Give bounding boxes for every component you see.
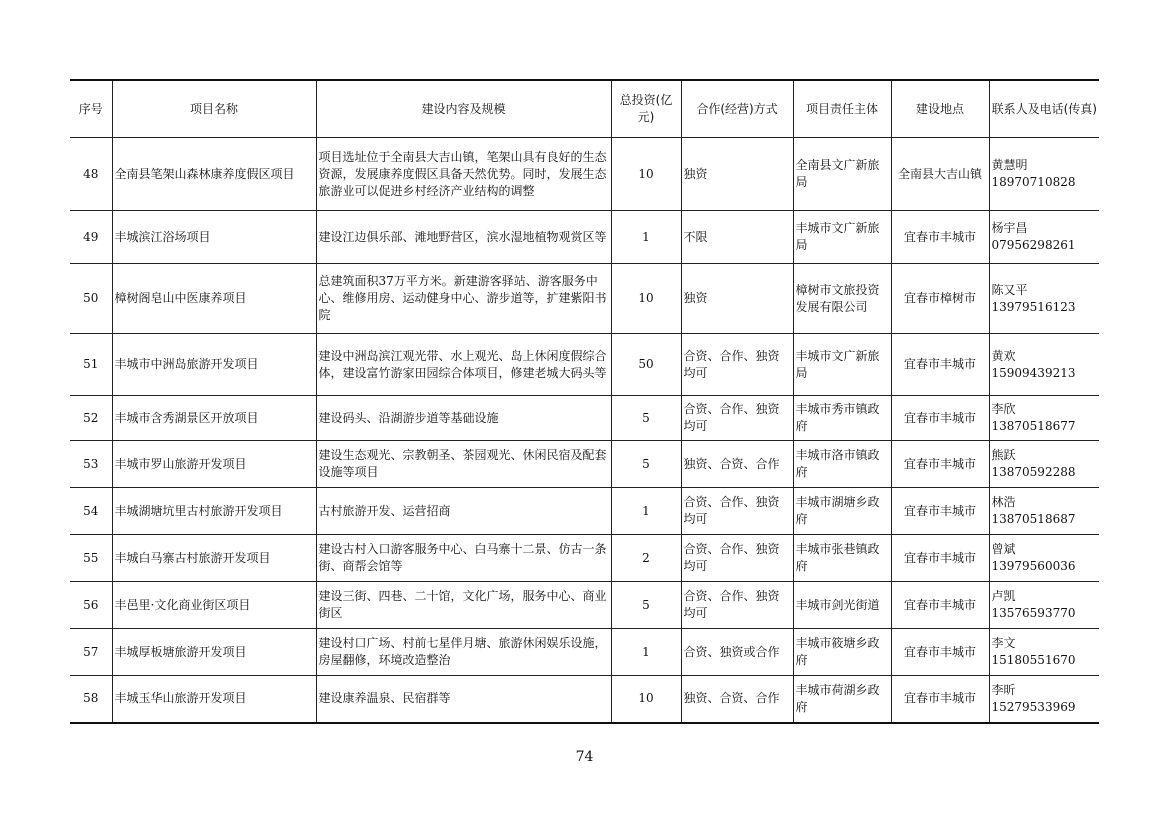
cell-investment: 50 [611, 334, 681, 396]
cell-contact [989, 676, 1099, 723]
contact-name: 熊跃 [991, 448, 1016, 462]
cell-owner: 丰城市筱塘乡政府 [793, 629, 891, 676]
contact-phone: 13870518677 [991, 419, 1076, 433]
cell-mode: 合资、合作、独资均可 [681, 488, 793, 535]
cell-no: 56 [70, 582, 112, 629]
header-contact: 联系人及电话(传真) [989, 80, 1099, 138]
cell-investment: 10 [611, 138, 681, 211]
cell-contact [989, 264, 1099, 334]
contact-name: 李昕 [991, 682, 1016, 697]
cell-mode: 不限 [681, 211, 793, 264]
contact-phone: 13979560036 [991, 559, 1076, 573]
cell-location: 宜春市丰城市 [891, 629, 989, 676]
cell-mode: 独资、合资、合作 [681, 676, 793, 723]
cell-owner: 丰城市剑光街道 [793, 582, 891, 629]
cell-scope: 建设江边俱乐部、滩地野营区，滨水湿地植物观赏区等 [316, 211, 611, 264]
cell-investment: 5 [611, 441, 681, 488]
cell-investment: 1 [611, 629, 681, 676]
cell-mode: 独资 [681, 138, 793, 211]
cell-no: 49 [70, 211, 112, 264]
cell-scope: 建设码头、沿湖游步道等基础设施 [316, 396, 611, 441]
table-row [70, 676, 1099, 723]
cell-location: 宜春市丰城市 [891, 582, 989, 629]
page-number: 74 [575, 749, 594, 765]
contact-phone: 15909439213 [991, 365, 1076, 380]
cell-scope: 建设古村入口游客服务中心、白马寨十二景、仿古一条街、商帮会馆等 [316, 535, 611, 582]
header-name: 项目名称 [112, 80, 316, 138]
header-owner: 项目责任主体 [793, 80, 891, 138]
cell-no: 57 [70, 629, 112, 676]
header-no: 序号 [70, 80, 112, 138]
contact-name: 卢凯 [991, 589, 1016, 603]
cell-location: 宜春市丰城市 [891, 441, 989, 488]
contact-name: 林浩 [991, 495, 1016, 509]
contact-name: 陈又平 [991, 282, 1028, 297]
cell-mode: 合资、合作、独资均可 [681, 334, 793, 396]
cell-name: 丰城厚板塘旅游开发项目 [112, 629, 316, 676]
header-location: 建设地点 [891, 80, 989, 138]
contact-phone: 15180551670 [991, 653, 1076, 667]
cell-scope: 建设三街、四巷、二十馆，文化广场，服务中心、商业街区 [316, 582, 611, 629]
contact-phone: 18970710828 [991, 175, 1076, 189]
table-row [70, 264, 1099, 334]
cell-scope: 建设康养温泉、民宿群等 [316, 676, 611, 723]
cell-no: 55 [70, 535, 112, 582]
cell-mode: 合资、合作、独资均可 [681, 396, 793, 441]
cell-contact [989, 488, 1099, 535]
table-row [70, 138, 1099, 211]
cell-owner: 丰城市湖塘乡政府 [793, 488, 891, 535]
contact-name: 黄欢 [991, 348, 1016, 363]
contact-phone: 15279533969 [991, 699, 1076, 714]
header-mode: 合作(经营)方式 [681, 80, 793, 138]
cell-location: 宜春市丰城市 [891, 334, 989, 396]
cell-owner: 丰城市张巷镇政府 [793, 535, 891, 582]
table-row [70, 441, 1099, 488]
cell-name: 丰城湖塘坑里古村旅游开发项目 [112, 488, 316, 535]
cell-scope: 建设中洲岛滨江观光带、水上观光、岛上休闲度假综合体，建设富竹游家田园综合体项目，修建老城大码头等 [316, 334, 611, 396]
cell-owner: 丰城市文广新旅局 [793, 211, 891, 264]
cell-no: 58 [70, 676, 112, 723]
cell-owner: 樟树市文旅投资发展有限公司 [793, 264, 891, 334]
cell-name: 丰邑里·文化商业街区项目 [112, 582, 316, 629]
contact-name: 曾斌 [991, 542, 1016, 556]
cell-location: 宜春市丰城市 [891, 676, 989, 723]
header-scope: 建设内容及规模 [316, 80, 611, 138]
cell-location: 宜春市丰城市 [891, 488, 989, 535]
cell-investment: 1 [611, 488, 681, 535]
cell-contact [989, 582, 1099, 629]
header-investment: 总投资(亿元) [611, 80, 681, 138]
cell-scope: 建设村口广场、村前七星伴月塘、旅游休闲娱乐设施，房屋翻修，环境改造整治 [316, 629, 611, 676]
cell-name: 丰城市中洲岛旅游开发项目 [112, 334, 316, 396]
cell-name: 樟树阁皂山中医康养项目 [112, 264, 316, 334]
cell-scope: 总建筑面积37万平方米。新建游客驿站、游客服务中心、维修用房、运动健身中心、游步道等，扩建紫阳书院 [316, 264, 611, 334]
cell-mode: 独资、合资、合作 [681, 441, 793, 488]
contact-phone: 13870518687 [991, 512, 1076, 526]
cell-location: 宜春市丰城市 [891, 211, 989, 264]
cell-investment: 1 [611, 211, 681, 264]
table-header-row [70, 80, 1099, 138]
cell-name: 丰城滨江浴场项目 [112, 211, 316, 264]
cell-investment: 10 [611, 676, 681, 723]
cell-name: 丰城市罗山旅游开发项目 [112, 441, 316, 488]
table-row [70, 396, 1099, 441]
cell-contact [989, 535, 1099, 582]
table-row [70, 582, 1099, 629]
cell-location: 宜春市丰城市 [891, 396, 989, 441]
cell-investment: 2 [611, 535, 681, 582]
contact-name: 杨宇昌 [991, 221, 1028, 235]
table-row [70, 629, 1099, 676]
cell-scope: 古村旅游开发、运营招商 [316, 488, 611, 535]
cell-contact [989, 441, 1099, 488]
cell-scope: 项目选址位于全南县大吉山镇，笔架山具有良好的生态资源，发展康养度假区具备天然优势。同时，发展生态旅游业可以促进乡村经济产业结构的调整 [316, 138, 611, 211]
table-row [70, 535, 1099, 582]
cell-no: 51 [70, 334, 112, 396]
cell-no: 50 [70, 264, 112, 334]
table-row [70, 488, 1099, 535]
cell-owner: 丰城市文广新旅局 [793, 334, 891, 396]
cell-contact [989, 396, 1099, 441]
cell-location: 全南县大吉山镇 [891, 138, 989, 211]
project-table [70, 79, 1099, 724]
cell-no: 48 [70, 138, 112, 211]
cell-location: 宜春市樟树市 [891, 264, 989, 334]
cell-name: 丰城市含秀湖景区开放项目 [112, 396, 316, 441]
contact-phone: 13979516123 [991, 299, 1076, 314]
cell-no: 53 [70, 441, 112, 488]
cell-contact [989, 138, 1099, 211]
contact-name: 李文 [991, 636, 1016, 650]
contact-name: 李欣 [991, 402, 1016, 416]
cell-name: 丰城白马寨古村旅游开发项目 [112, 535, 316, 582]
cell-name: 丰城玉华山旅游开发项目 [112, 676, 316, 723]
contact-name: 黄慧明 [991, 158, 1028, 172]
cell-mode: 合资、独资或合作 [681, 629, 793, 676]
cell-investment: 5 [611, 582, 681, 629]
cell-no: 52 [70, 396, 112, 441]
cell-location: 宜春市丰城市 [891, 535, 989, 582]
table-row [70, 334, 1099, 396]
cell-contact [989, 211, 1099, 264]
cell-owner: 全南县文广新旅局 [793, 138, 891, 211]
cell-owner: 丰城市洛市镇政府 [793, 441, 891, 488]
cell-no: 54 [70, 488, 112, 535]
contact-phone: 07956298261 [991, 238, 1076, 252]
cell-contact [989, 334, 1099, 396]
contact-phone: 13576593770 [991, 606, 1076, 620]
cell-mode: 合资、合作、独资均可 [681, 582, 793, 629]
cell-investment: 10 [611, 264, 681, 334]
cell-owner: 丰城市秀市镇政府 [793, 396, 891, 441]
cell-scope: 建设生态观光、宗教朝圣、茶园观光、休闲民宿及配套设施等项目 [316, 441, 611, 488]
cell-owner: 丰城市荷湖乡政府 [793, 676, 891, 723]
cell-mode: 独资 [681, 264, 793, 334]
cell-investment: 5 [611, 396, 681, 441]
contact-phone: 13870592288 [991, 465, 1076, 479]
cell-name: 全南县笔架山森林康养度假区项目 [112, 138, 316, 211]
cell-mode: 合资、合作、独资均可 [681, 535, 793, 582]
cell-contact [989, 629, 1099, 676]
table-row [70, 211, 1099, 264]
